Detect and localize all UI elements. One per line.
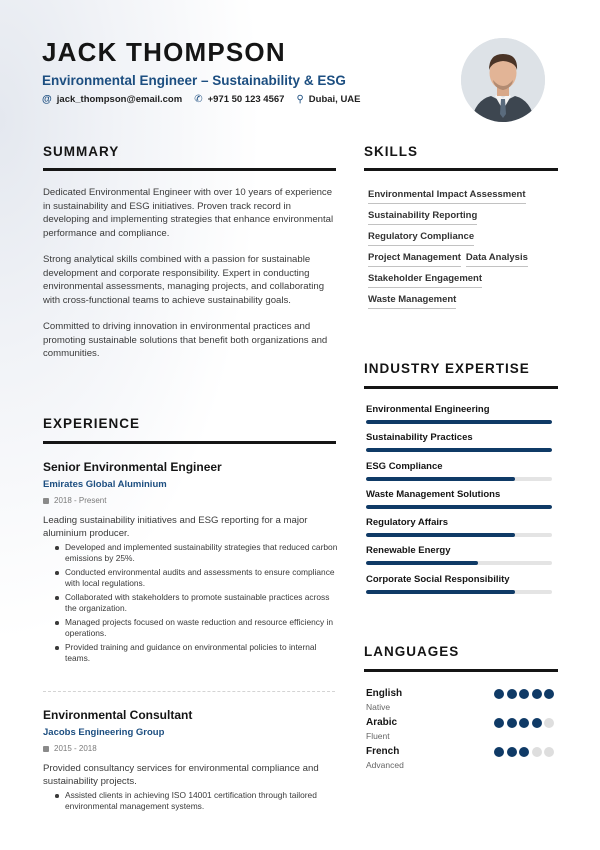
expertise-bar-fill <box>366 477 515 481</box>
skill-tag: Project Management <box>368 252 461 267</box>
expertise-bar <box>366 505 552 509</box>
expertise-label: Environmental Engineering <box>366 404 490 415</box>
language-item <box>366 688 554 717</box>
languages-heading: LANGUAGES <box>364 644 460 659</box>
email-contact[interactable] <box>42 94 182 105</box>
date-range <box>43 744 338 753</box>
achievement-item: Conducted environmental audits and assessments to ensure compliance with local regulations. <box>55 567 338 589</box>
achievement-item: Collaborated with stakeholders to promote sustainable practices across the organization. <box>55 592 338 614</box>
calendar-icon <box>43 498 49 504</box>
job-title: Environmental Engineer – Sustainability & ESG <box>42 73 346 88</box>
skill-row <box>368 294 558 309</box>
skill-row <box>368 273 558 288</box>
dot-filled <box>507 689 517 699</box>
skill-tag: Environmental Impact Assessment <box>368 189 526 204</box>
dot-empty <box>544 718 554 728</box>
dot-filled <box>507 718 517 728</box>
dot-filled <box>519 747 529 757</box>
dot-filled <box>494 747 504 757</box>
expertise-label: Corporate Social Responsibility <box>366 573 510 585</box>
skills-heading: SKILLS <box>364 144 419 159</box>
proficiency-dots <box>492 747 555 757</box>
expertise-item <box>366 432 552 460</box>
summary-paragraph: Dedicated Environmental Engineer with over 10 years of experience in sustainability and ESG initiatives. Proven track record in developing and implementing strategies that enhance environmental performance and compliance. <box>43 187 334 239</box>
language-item <box>366 746 554 775</box>
language-level: Fluent <box>366 731 390 741</box>
dot-empty <box>544 747 554 757</box>
expertise-item <box>366 404 552 432</box>
expertise-item <box>366 489 552 517</box>
expertise-item <box>366 461 552 489</box>
language-name: English <box>366 688 403 699</box>
location-text: Dubai, UAE <box>308 94 361 105</box>
achievement-list <box>43 542 338 664</box>
company-name: Emirates Global Aluminium <box>43 479 167 490</box>
experience-entry <box>43 708 338 815</box>
language-level: Native <box>366 702 391 712</box>
expertise-bar <box>366 533 552 537</box>
language-item <box>366 717 554 746</box>
achievement-item: Managed projects focused on waste reduction and resource efficiency in operations. <box>55 617 338 639</box>
job-role: Environmental Consultant <box>43 708 193 722</box>
proficiency-dots <box>492 689 555 699</box>
achievement-list <box>43 790 338 812</box>
location-icon: ⚲ <box>296 94 304 105</box>
profile-photo <box>461 38 545 122</box>
dot-filled <box>519 689 529 699</box>
expertise-list <box>366 404 552 602</box>
language-name: French <box>366 746 400 757</box>
expertise-bar-fill <box>366 590 515 594</box>
expertise-bar-fill <box>366 561 478 565</box>
dot-filled <box>532 718 542 728</box>
achievement-item: Provided training and guidance on environmental policies to internal teams. <box>55 642 338 664</box>
expertise-bar <box>366 420 552 424</box>
expertise-item <box>366 545 552 573</box>
expertise-bar-fill <box>366 420 552 424</box>
date-text: 2015 - 2018 <box>54 744 97 753</box>
achievement-item: Developed and implemented sustainability strategies that reduced carbon emissions by 25%. <box>55 542 338 564</box>
experience-rule <box>43 441 336 444</box>
summary-paragraph: Committed to driving innovation in environmental practices and promoting sustainable solutions that benefit both organizations and communities. <box>43 321 328 359</box>
phone-text: +971 50 123 4567 <box>207 94 285 105</box>
language-level: Advanced <box>366 760 404 770</box>
date-range <box>43 496 338 505</box>
skills-list <box>368 189 558 315</box>
expertise-bar <box>366 561 552 565</box>
entry-divider <box>43 691 335 692</box>
skill-tag: Regulatory Compliance <box>368 231 474 246</box>
skills-rule <box>364 168 558 171</box>
expertise-bar-fill <box>366 533 515 537</box>
expertise-bar-fill <box>366 448 552 452</box>
experience-heading: EXPERIENCE <box>43 416 141 431</box>
dot-filled <box>544 689 554 699</box>
expertise-item <box>366 517 552 545</box>
dot-empty <box>532 747 542 757</box>
expertise-item <box>366 574 552 602</box>
phone-icon: ✆ <box>194 94 203 105</box>
company-name: Jacobs Engineering Group <box>43 727 165 738</box>
expertise-rule <box>364 386 558 389</box>
summary-heading: SUMMARY <box>43 144 120 159</box>
summary-paragraph: Strong analytical skills combined with a passion for sustainable development and corporate responsibility. Expert in conducting environmental assessments, managing projects, and collaborating with cross-functional teams to achieve sustainability goals. <box>43 254 325 306</box>
email-text: jack_thompson@email.com <box>56 94 183 105</box>
expertise-label: Sustainability Practices <box>366 432 473 444</box>
expertise-label: Renewable Energy <box>366 545 451 557</box>
expertise-bar <box>366 590 552 594</box>
expertise-bar-fill <box>366 505 552 509</box>
skill-row <box>368 252 558 267</box>
dot-filled <box>494 718 504 728</box>
skill-tag: Waste Management <box>368 294 456 309</box>
contact-bar <box>42 94 373 105</box>
expertise-heading: INDUSTRY EXPERTISE <box>364 361 530 376</box>
expertise-label: ESG Compliance <box>366 460 443 472</box>
expertise-bar <box>366 448 552 452</box>
skill-tag: Sustainability Reporting <box>368 210 477 225</box>
date-text: 2018 - Present <box>54 496 107 505</box>
skill-row <box>368 231 558 246</box>
dot-filled <box>519 718 529 728</box>
skill-row <box>368 189 558 204</box>
candidate-name: JACK THOMPSON <box>42 37 286 67</box>
avatar-portrait <box>461 38 545 122</box>
dot-filled <box>494 689 504 699</box>
summary-rule <box>43 168 336 171</box>
location-contact <box>296 94 360 105</box>
experience-entry <box>43 460 338 667</box>
expertise-bar <box>366 477 552 481</box>
phone-contact[interactable] <box>194 94 284 105</box>
summary-text <box>43 186 335 374</box>
proficiency-dots <box>492 718 555 728</box>
dot-filled <box>532 689 542 699</box>
languages-rule <box>364 669 558 672</box>
achievement-item: Assisted clients in achieving ISO 14001 certification through tailored environmental management systems. <box>55 790 338 812</box>
job-description: Provided consultancy services for environmental compliance and sustainability projects. <box>43 763 319 787</box>
expertise-label: Waste Management Solutions <box>366 488 501 500</box>
expertise-label: Regulatory Affairs <box>366 517 448 529</box>
languages-list <box>366 688 554 775</box>
job-description: Leading sustainability initiatives and ESG reporting for a major aluminium producer. <box>43 515 308 539</box>
job-role: Senior Environmental Engineer <box>43 460 222 474</box>
language-name: Arabic <box>366 717 398 728</box>
dot-filled <box>507 747 517 757</box>
at-icon: @ <box>42 94 52 105</box>
skill-tag: Data Analysis <box>466 252 528 267</box>
skill-row <box>368 210 558 225</box>
skill-tag: Stakeholder Engagement <box>368 273 482 288</box>
calendar-icon <box>43 746 49 752</box>
